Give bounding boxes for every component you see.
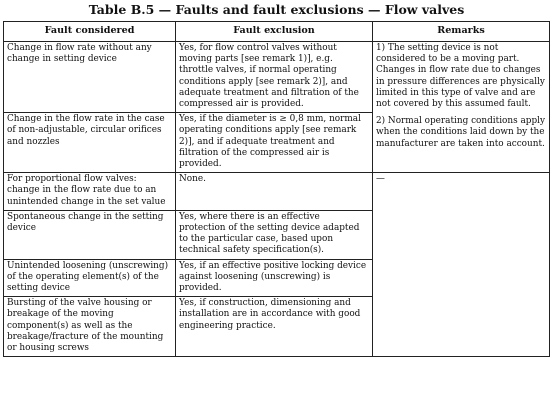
fault-cell: Change in the flow rate in the case of non-adjustable, circular orifices and nozzles	[4, 113, 176, 173]
exclusion-cell: Yes, where there is an effective protection of the setting device adapted to the particular case, based upon technical safety specification(s).	[176, 210, 373, 259]
table-row	[4, 42, 550, 113]
table-title: Table B.5 — Faults and fault exclusions — Flow valves	[88, 2, 465, 17]
exclusion-cell: Yes, if the diameter is ≥ 0,8 mm, normal operating conditions apply [see remark 2)], and if adequate treatment and filtration of the compressed air is provided.	[176, 113, 373, 173]
header-fault-exclusion: Fault exclusion	[176, 22, 373, 42]
header-row	[4, 22, 550, 42]
fault-cell: For proportional flow valves: change in the flow rate due to an unintended change in the set value	[4, 173, 176, 211]
header-remarks: Remarks	[373, 22, 550, 42]
table-row	[4, 173, 550, 211]
fault-cell: Unintended loosening (unscrewing) of the operating element(s) of the setting device	[4, 259, 176, 297]
remarks-cell	[373, 42, 550, 173]
remark-2: 2) Normal operating conditions apply when the conditions laid down by the manufacturer are taken into account.	[376, 116, 545, 149]
remarks-dash-cell: —	[373, 173, 550, 357]
fault-cell: Change in flow rate without any change in setting device	[4, 42, 176, 113]
header-fault-considered: Fault considered	[4, 22, 176, 42]
fault-cell: Bursting of the valve housing or breakage of the moving component(s) as well as the breakage/fracture of the mounting or housing screws	[4, 297, 176, 357]
remark-1: 1) The setting device is not considered to be a moving part. Changes in flow rate due to changes in pressure differences are physically limited in this type of valve and are not covered by this assumed fault.	[376, 43, 545, 110]
exclusion-cell: Yes, if construction, dimensioning and installation are in accordance with good engineering practice.	[176, 297, 373, 357]
flow-valve-fault-table	[3, 21, 550, 357]
fault-cell: Spontaneous change in the setting device	[4, 210, 176, 259]
exclusion-cell: Yes, for flow control valves without moving parts [see remark 1)], e.g. throttle valves, if normal operating conditions apply [see remark 2)], and adequate treatment and filtration of the compressed air is provided.	[176, 42, 373, 113]
exclusion-cell: None.	[176, 173, 373, 211]
exclusion-cell: Yes, if an effective positive locking device against loosening (unscrewing) is provided.	[176, 259, 373, 297]
